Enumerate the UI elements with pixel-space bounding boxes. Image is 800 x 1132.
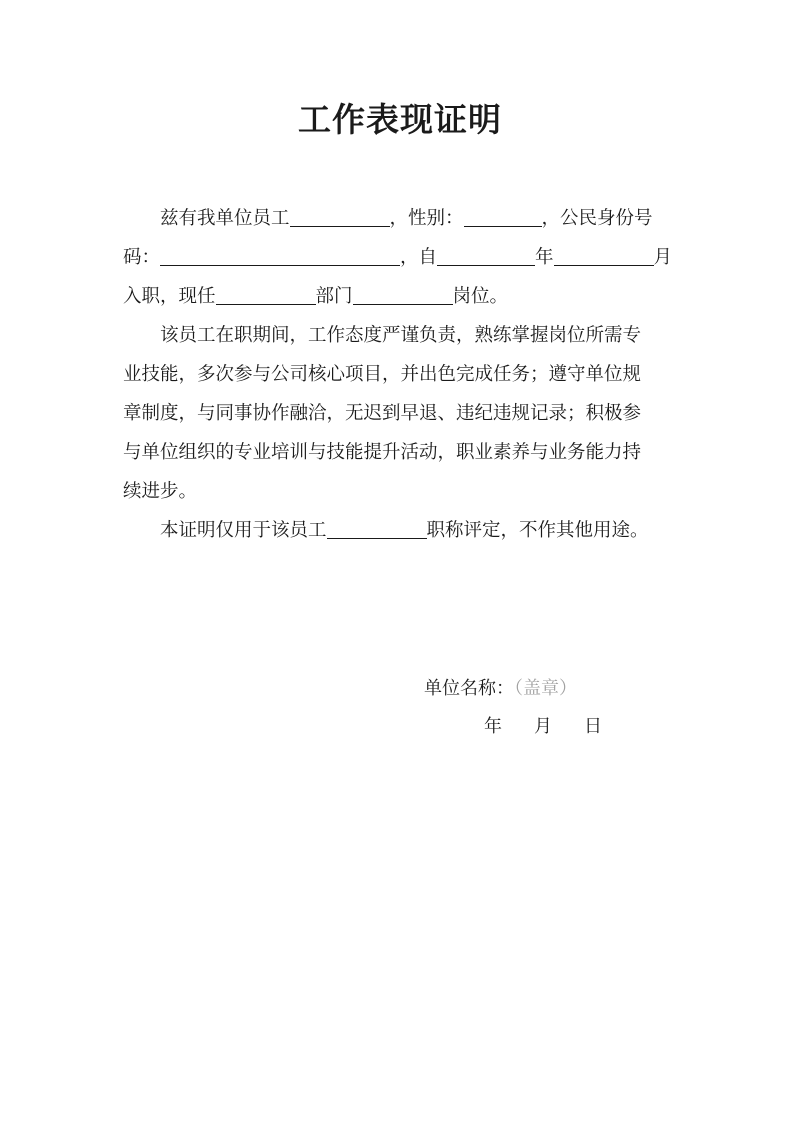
- position-blank[interactable]: [353, 286, 453, 305]
- department-label: 部门: [315, 286, 353, 307]
- organization-signature: [424, 672, 577, 706]
- text-line: 该员工在职期间，工作态度严谨负责，熟练掌握岗位所需专: [160, 325, 642, 346]
- month-label: 月: [653, 247, 673, 268]
- department-blank[interactable]: [216, 286, 316, 305]
- id-number-blank[interactable]: [160, 247, 400, 266]
- paragraph-purpose: [123, 511, 683, 550]
- join-year-blank[interactable]: [437, 247, 535, 266]
- join-month-blank[interactable]: [554, 247, 654, 266]
- paragraph-employee-info: [123, 199, 683, 238]
- org-name-label: 单位名称：: [424, 678, 514, 699]
- signature-date: [484, 710, 602, 744]
- text-line: [123, 511, 683, 550]
- year-label: 年: [535, 247, 554, 268]
- text-line: 与单位组织的专业培训与技能提升活动，职业素养与业务能力持: [123, 442, 642, 463]
- text-line: [123, 199, 683, 238]
- join-label: 入职，现任: [123, 286, 216, 307]
- employee-name-blank[interactable]: [290, 208, 390, 227]
- text-intro: 兹有我单位员工: [160, 208, 290, 229]
- id-label-cont: 码：: [123, 247, 161, 268]
- text-line: 业技能，多次参与公司核心项目，并出色完成任务；遵守单位规: [123, 364, 642, 385]
- paragraph-performance-cont: [123, 355, 683, 511]
- certificate-body: [123, 199, 683, 550]
- date-day: 日: [584, 716, 602, 737]
- from-label: ，自: [400, 247, 438, 268]
- id-label: ，公民身份号: [541, 208, 653, 229]
- position-label: 岗位。: [452, 286, 509, 307]
- purpose-after: 职称评定，不作其他用途。: [426, 520, 649, 541]
- gender-label: ，性别：: [389, 208, 464, 229]
- text-line: [123, 277, 683, 316]
- professional-title-blank[interactable]: [327, 520, 427, 539]
- paragraph-performance: [123, 316, 683, 355]
- purpose-before: 本证明仅用于该员工: [160, 520, 327, 541]
- page-title: 工作表现证明: [298, 100, 502, 139]
- stamp-hint: （盖章）: [514, 678, 577, 699]
- date-year: 年: [484, 716, 502, 737]
- date-month: 月: [534, 716, 552, 737]
- gender-blank[interactable]: [464, 208, 542, 227]
- text-line: 续进步。: [123, 481, 198, 502]
- text-line: [123, 238, 683, 277]
- paragraph-employee-info-cont: [123, 238, 683, 316]
- text-line: 章制度，与同事协作融洽，无迟到早退、违纪违规记录；积极参: [123, 403, 642, 424]
